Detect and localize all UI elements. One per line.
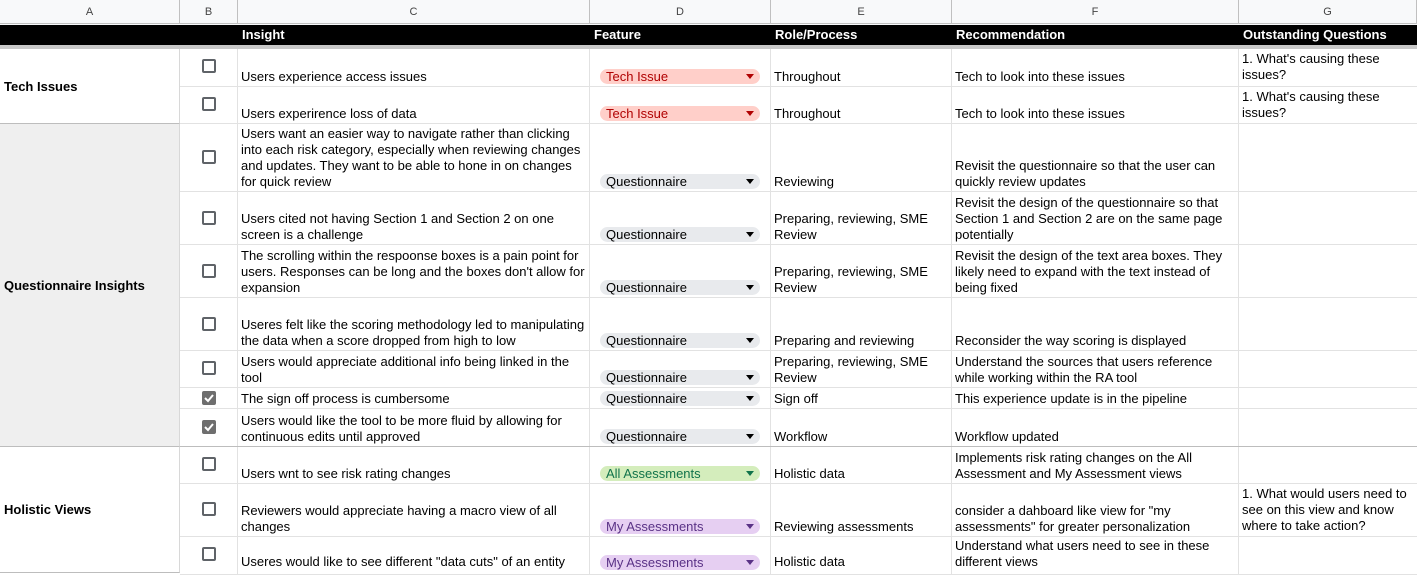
table-row bbox=[180, 351, 1417, 388]
column-header-g[interactable]: G bbox=[1239, 0, 1417, 24]
question-cell[interactable] bbox=[1239, 124, 1417, 191]
header-recommendation[interactable]: Recommendation bbox=[956, 27, 1066, 42]
table-row bbox=[180, 447, 1417, 484]
feature-dropdown-chip[interactable] bbox=[600, 280, 760, 295]
table-row bbox=[180, 484, 1417, 537]
header-feature[interactable]: Feature bbox=[594, 27, 641, 42]
recommendation-cell[interactable]: This experience update is in the pipeline bbox=[952, 388, 1239, 408]
feature-chip-label: Questionnaire bbox=[606, 333, 687, 348]
section-questionnaire-insights[interactable]: Questionnaire Insights bbox=[0, 124, 180, 447]
column-header-c[interactable]: C bbox=[238, 0, 590, 24]
recommendation-cell[interactable]: Tech to look into these issues bbox=[952, 49, 1239, 86]
status-checkbox[interactable] bbox=[202, 211, 216, 225]
insight-cell[interactable]: Useres would like to see different "data cuts" of an entity bbox=[238, 537, 590, 574]
recommendation-cell[interactable]: Tech to look into these issues bbox=[952, 87, 1239, 123]
column-header-d[interactable]: D bbox=[590, 0, 771, 24]
insight-cell[interactable]: Users experirence loss of data bbox=[238, 87, 590, 123]
role-cell[interactable]: Preparing, reviewing, SME Review bbox=[771, 192, 952, 244]
role-cell[interactable]: Throughout bbox=[771, 49, 952, 86]
status-checkbox[interactable] bbox=[202, 547, 216, 561]
question-cell[interactable]: 1. What's causing these issues? bbox=[1242, 51, 1380, 82]
status-checkbox[interactable] bbox=[202, 502, 216, 516]
feature-chip-label: Tech Issue bbox=[606, 106, 669, 121]
feature-cell[interactable] bbox=[590, 49, 771, 86]
insight-cell[interactable]: The sign off process is cumbersome bbox=[238, 388, 590, 408]
dropdown-caret-icon bbox=[746, 524, 754, 529]
feature-chip-label: Questionnaire bbox=[606, 391, 687, 406]
column-header-e[interactable]: E bbox=[771, 0, 952, 24]
question-cell[interactable]: 1. What would users need to see on this view and know where to take action? bbox=[1242, 486, 1407, 533]
table-row bbox=[180, 124, 1417, 192]
dropdown-caret-icon bbox=[746, 471, 754, 476]
feature-chip-label: All Assessments bbox=[606, 466, 701, 481]
feature-dropdown-chip[interactable] bbox=[600, 555, 760, 570]
role-cell[interactable]: Workflow bbox=[771, 409, 952, 446]
section-holistic-views[interactable]: Holistic Views bbox=[0, 447, 180, 573]
status-checkbox[interactable] bbox=[202, 59, 216, 73]
feature-dropdown-chip[interactable] bbox=[600, 519, 760, 534]
status-checkbox[interactable] bbox=[202, 420, 216, 434]
insight-cell[interactable]: The scrolling within the respoonse boxes is a pain point for users. Responses can be long and the boxes don't allow for expansion bbox=[238, 245, 590, 297]
status-checkbox[interactable] bbox=[202, 391, 216, 405]
recommendation-cell[interactable]: Workflow updated bbox=[952, 409, 1239, 446]
feature-chip-label: My Assessments bbox=[606, 519, 704, 534]
feature-dropdown-chip[interactable] bbox=[600, 429, 760, 444]
feature-dropdown-chip[interactable] bbox=[600, 333, 760, 348]
column-header-f[interactable]: F bbox=[952, 0, 1239, 24]
section-tech-issues[interactable]: Tech Issues bbox=[0, 49, 180, 124]
dropdown-caret-icon bbox=[746, 375, 754, 380]
question-cell[interactable] bbox=[1239, 388, 1417, 408]
recommendation-cell[interactable]: Understand the sources that users reference while working within the RA tool bbox=[952, 351, 1239, 387]
insight-cell[interactable]: Users want an easier way to navigate rather than clicking into each risk category, especially when reviewing changes and updates. They want to be able to hone in on changes for quick review bbox=[238, 124, 590, 191]
recommendation-cell[interactable]: Understand what users need to see in these different views bbox=[952, 537, 1239, 574]
insight-cell[interactable]: Users experience access issues bbox=[238, 49, 590, 86]
feature-chip-label: My Assessments bbox=[606, 555, 704, 570]
role-cell[interactable]: Preparing, reviewing, SME Review bbox=[771, 245, 952, 297]
feature-dropdown-chip[interactable] bbox=[600, 174, 760, 189]
insight-cell[interactable]: Users wnt to see risk rating changes bbox=[238, 447, 590, 483]
dropdown-caret-icon bbox=[746, 285, 754, 290]
feature-cell[interactable] bbox=[590, 124, 771, 191]
feature-dropdown-chip[interactable] bbox=[600, 227, 760, 242]
dropdown-caret-icon bbox=[746, 232, 754, 237]
status-checkbox[interactable] bbox=[202, 97, 216, 111]
feature-cell[interactable] bbox=[590, 87, 771, 123]
feature-dropdown-chip[interactable] bbox=[600, 391, 760, 406]
dropdown-caret-icon bbox=[746, 111, 754, 116]
table-row bbox=[180, 409, 1417, 447]
table-row bbox=[180, 537, 1417, 575]
insight-cell[interactable]: Users would like the tool to be more fluid by allowing for continuous edits until approved bbox=[238, 409, 590, 446]
role-cell[interactable]: Reviewing assessments bbox=[771, 484, 952, 536]
status-checkbox[interactable] bbox=[202, 264, 216, 278]
table-row bbox=[180, 245, 1417, 298]
dropdown-caret-icon bbox=[746, 74, 754, 79]
status-checkbox[interactable] bbox=[202, 150, 216, 164]
dropdown-caret-icon bbox=[746, 560, 754, 565]
feature-cell[interactable] bbox=[590, 537, 771, 574]
dropdown-caret-icon bbox=[746, 396, 754, 401]
recommendation-cell[interactable]: consider a dahboard like view for "my assessments" for greater personalization bbox=[952, 484, 1239, 536]
question-cell[interactable] bbox=[1239, 351, 1417, 387]
question-cell[interactable] bbox=[1239, 537, 1417, 574]
recommendation-cell[interactable]: Revisit the design of the text area boxes. They likely need to expand with the text instead of being fixed bbox=[952, 245, 1239, 297]
table-row bbox=[180, 49, 1417, 87]
question-cell[interactable] bbox=[1239, 245, 1417, 297]
insight-cell[interactable]: Users cited not having Section 1 and Section 2 on one screen is a challenge bbox=[238, 192, 590, 244]
column-header-b[interactable]: B bbox=[180, 0, 238, 24]
role-cell[interactable]: Reviewing bbox=[771, 124, 952, 191]
check-icon bbox=[204, 422, 214, 432]
question-cell[interactable] bbox=[1239, 192, 1417, 244]
recommendation-cell[interactable]: Revisit the design of the questionnaire so that Section 1 and Section 2 are on the same page potentially bbox=[952, 192, 1239, 244]
recommendation-cell[interactable]: Revisit the questionnaire so that the user can quickly review updates bbox=[952, 124, 1239, 191]
status-checkbox[interactable] bbox=[202, 361, 216, 375]
dropdown-caret-icon bbox=[746, 434, 754, 439]
dropdown-caret-icon bbox=[746, 338, 754, 343]
feature-cell[interactable] bbox=[590, 192, 771, 244]
feature-chip-label: Questionnaire bbox=[606, 174, 687, 189]
feature-dropdown-chip[interactable] bbox=[600, 69, 760, 84]
feature-cell[interactable] bbox=[590, 447, 771, 483]
feature-chip-label: Questionnaire bbox=[606, 370, 687, 385]
role-cell[interactable]: Throughout bbox=[771, 87, 952, 123]
insight-cell[interactable]: Reviewers would appreciate having a macro view of all changes bbox=[238, 484, 590, 536]
feature-cell[interactable] bbox=[590, 245, 771, 297]
feature-cell[interactable] bbox=[590, 484, 771, 536]
feature-dropdown-chip[interactable] bbox=[600, 466, 760, 481]
table-row bbox=[180, 192, 1417, 245]
header-role-process[interactable]: Role/Process bbox=[775, 27, 858, 42]
table-row bbox=[180, 388, 1417, 409]
insight-cell[interactable]: Users would appreciate additional info being linked in the tool bbox=[238, 351, 590, 387]
status-checkbox[interactable] bbox=[202, 457, 216, 471]
recommendation-cell[interactable]: Implements risk rating changes on the All Assessment and My Assessment views bbox=[952, 447, 1239, 483]
feature-dropdown-chip[interactable] bbox=[600, 370, 760, 385]
check-icon bbox=[204, 393, 214, 403]
feature-cell[interactable] bbox=[590, 298, 771, 350]
dropdown-caret-icon bbox=[746, 179, 754, 184]
feature-cell[interactable] bbox=[590, 409, 771, 446]
question-cell[interactable]: 1. What's causing these issues? bbox=[1242, 89, 1380, 120]
insight-cell[interactable]: Useres felt like the scoring methodology led to manipulating the data when a score dropped from high to low bbox=[238, 298, 590, 350]
question-cell[interactable] bbox=[1239, 447, 1417, 483]
table-row bbox=[180, 87, 1417, 124]
status-checkbox[interactable] bbox=[202, 317, 216, 331]
recommendation-cell[interactable]: Reconsider the way scoring is displayed bbox=[952, 298, 1239, 350]
question-cell[interactable] bbox=[1239, 298, 1417, 350]
role-cell[interactable]: Holistic data bbox=[771, 537, 952, 574]
header-outstanding-questions[interactable]: Outstanding Questions bbox=[1243, 27, 1387, 42]
feature-chip-label: Questionnaire bbox=[606, 227, 687, 242]
feature-cell[interactable] bbox=[590, 388, 771, 408]
role-cell[interactable]: Holistic data bbox=[771, 447, 952, 483]
feature-dropdown-chip[interactable] bbox=[600, 106, 760, 121]
feature-chip-label: Questionnaire bbox=[606, 280, 687, 295]
role-cell[interactable]: Preparing, reviewing, SME Review bbox=[771, 351, 952, 387]
role-cell[interactable]: Sign off bbox=[771, 388, 952, 408]
role-cell[interactable]: Preparing and reviewing bbox=[771, 298, 952, 350]
feature-chip-label: Tech Issue bbox=[606, 69, 669, 84]
header-insight[interactable]: Insight bbox=[242, 27, 285, 42]
question-cell[interactable] bbox=[1239, 409, 1417, 446]
column-header-bar bbox=[0, 0, 1417, 25]
feature-chip-label: Questionnaire bbox=[606, 429, 687, 444]
column-header-a[interactable]: A bbox=[0, 0, 180, 24]
table-header-row bbox=[0, 25, 1417, 45]
feature-cell[interactable] bbox=[590, 351, 771, 387]
table-row bbox=[180, 298, 1417, 351]
